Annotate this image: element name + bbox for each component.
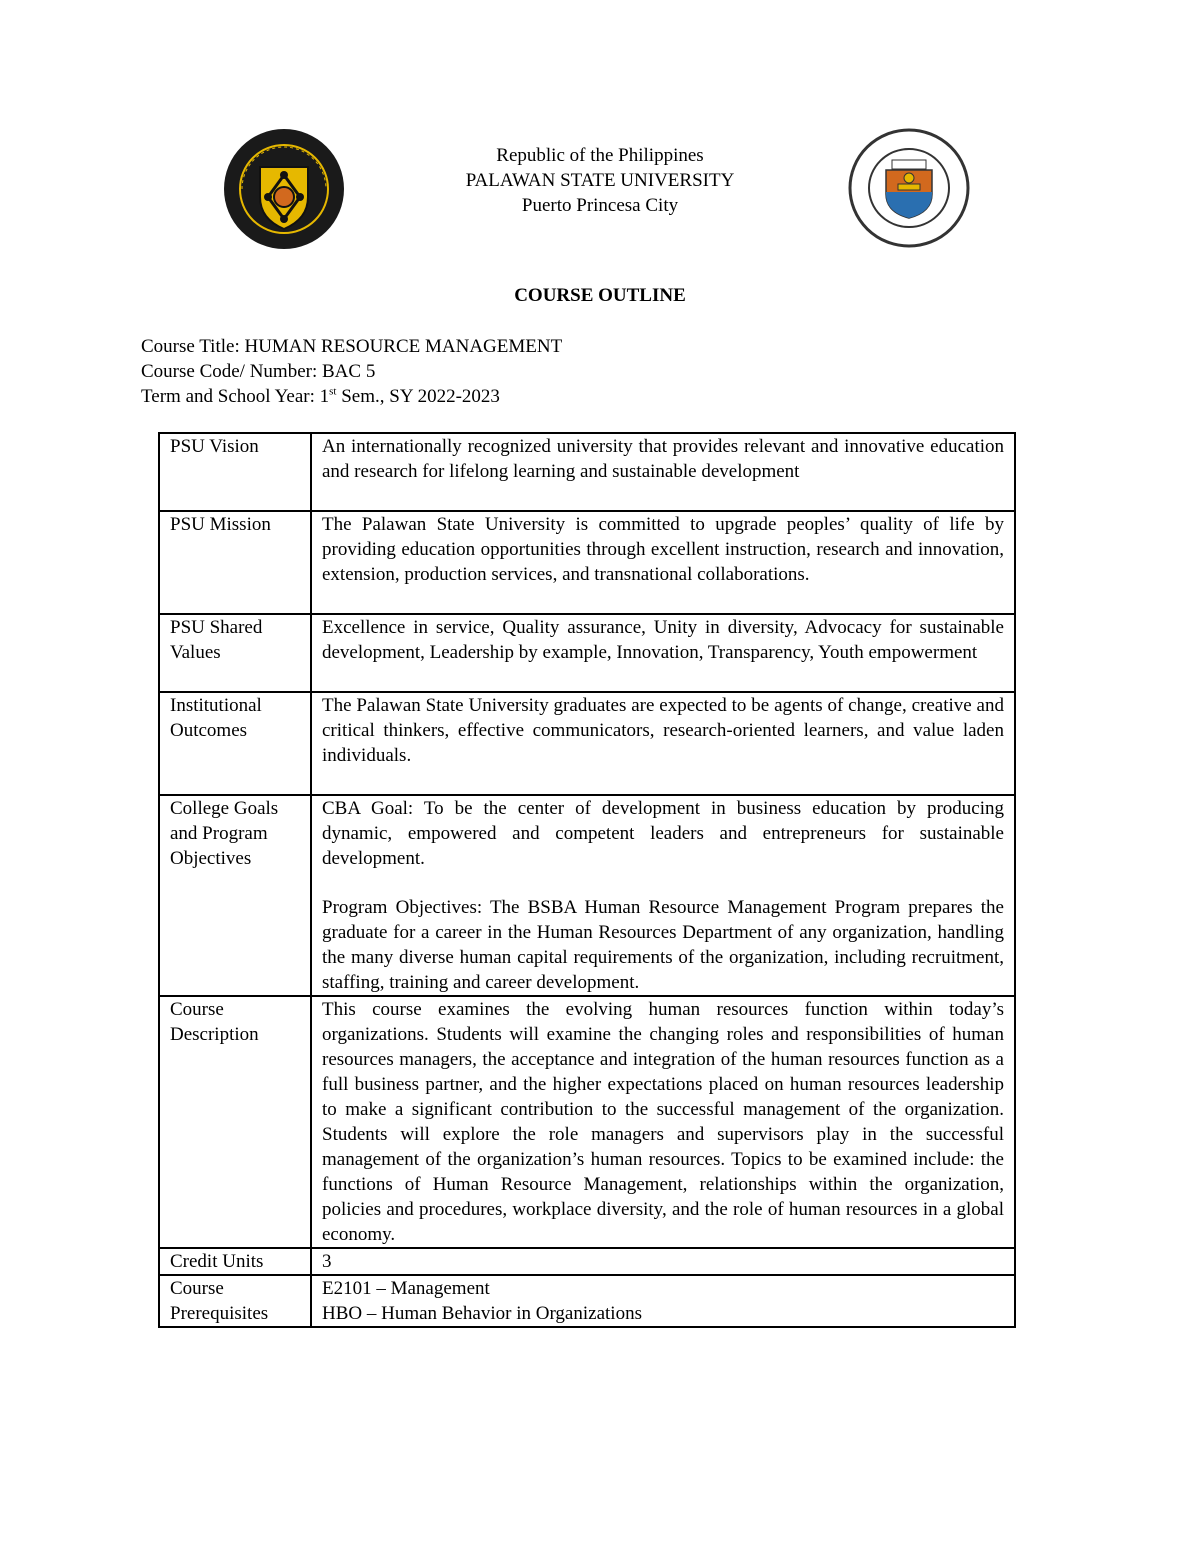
table-row-outcomes bbox=[159, 692, 1015, 795]
institution-header bbox=[400, 143, 800, 218]
table-row-vision bbox=[159, 433, 1015, 511]
university-name: PALAWAN STATE UNIVERSITY bbox=[465, 170, 735, 191]
cba-seal-icon bbox=[222, 127, 346, 251]
table-row-credit bbox=[159, 1248, 1015, 1275]
goals-label: College Goals and Program Objectives bbox=[159, 795, 311, 996]
prerequisites-label: Course Prerequisites bbox=[159, 1275, 311, 1327]
city-line: Puerto Princesa City bbox=[521, 195, 679, 216]
term-suffix: Sem., SY 2022-2023 bbox=[336, 386, 500, 407]
table-row-mission bbox=[159, 511, 1015, 614]
prerequisite-item: HBO – Human Behavior in Organizations bbox=[322, 1303, 642, 1324]
course-code-line: Course Code/ Number: BAC 5 bbox=[141, 361, 376, 382]
term-prefix: Term and School Year: 1 bbox=[141, 386, 330, 407]
values-label: PSU Shared Values bbox=[159, 614, 311, 692]
document-title: COURSE OUTLINE bbox=[514, 285, 686, 306]
description-text: This course examines the evolving human resources function within today’s organizations. Students will examine the changing roles and responsibilities of human resources managers, the acceptance and integration of the human resources function as a full business partner, and the higher expectations placed on human resources leadership to make a significant contribution to the successful management of the organization. Students will explore the role managers and supervisors play in the successful management of the organization’s human resources. Topics to be examined include: the functions of Human Resource Management, relationships within the organization, policies and procedures, workplace diversity, and the role of human resources in a global economy. bbox=[311, 996, 1015, 1248]
vision-text: An internationally recognized university that provides relevant and innovative education and research for lifelong learning and sustainable development bbox=[311, 433, 1015, 511]
table-row-values bbox=[159, 614, 1015, 692]
psu-seal-logo bbox=[848, 128, 970, 248]
credit-value: 3 bbox=[311, 1248, 1015, 1275]
outcomes-label: Institutional Outcomes bbox=[159, 692, 311, 795]
outcomes-text: The Palawan State University graduates are expected to be agents of change, creative and critical thinkers, effective communicators, research-oriented learners, and value laden individuals. bbox=[311, 692, 1015, 795]
table-row-description bbox=[159, 996, 1015, 1248]
mission-label: PSU Mission bbox=[159, 511, 311, 614]
mission-text: The Palawan State University is committed to upgrade peoples’ quality of life by providing education opportunities through excellent instruction, research and innovation, extension, production services, and transnational collaborations. bbox=[311, 511, 1015, 614]
course-title-line: Course Title: HUMAN RESOURCE MANAGEMENT bbox=[141, 336, 563, 357]
republic-line: Republic of the Philippines bbox=[496, 145, 704, 166]
cba-seal-logo bbox=[222, 127, 346, 251]
table-row-prerequisites bbox=[159, 1275, 1015, 1327]
table-row-goals bbox=[159, 795, 1015, 996]
prerequisite-item: E2101 – Management bbox=[322, 1278, 490, 1299]
vision-label: PSU Vision bbox=[159, 433, 311, 511]
values-text: Excellence in service, Quality assurance, Unity in diversity, Advocacy for sustainable development, Leadership by example, Innovation, Transparency, Youth empowerment bbox=[311, 614, 1015, 692]
term-ordinal: st bbox=[329, 385, 337, 398]
credit-label: Credit Units bbox=[159, 1248, 311, 1275]
cba-goal-text: CBA Goal: To be the center of development in business education by producing dynamic, empowered and competent leaders and entrepreneurs for sustainable development. bbox=[322, 798, 1004, 869]
goals-cell bbox=[311, 795, 1015, 996]
psu-seal-icon bbox=[848, 128, 970, 248]
course-info bbox=[141, 334, 562, 409]
term-line bbox=[141, 384, 562, 409]
prerequisites-cell bbox=[311, 1275, 1015, 1327]
description-label: Course Description bbox=[159, 996, 311, 1248]
course-outline-table bbox=[158, 432, 1016, 1328]
program-objectives-text: Program Objectives: The BSBA Human Resource Management Program prepares the graduate for a career in the Human Resources Department of any organization, handling the many diverse human capital requirements of the organization, including recruitment, staffing, training and career development. bbox=[322, 897, 1004, 993]
